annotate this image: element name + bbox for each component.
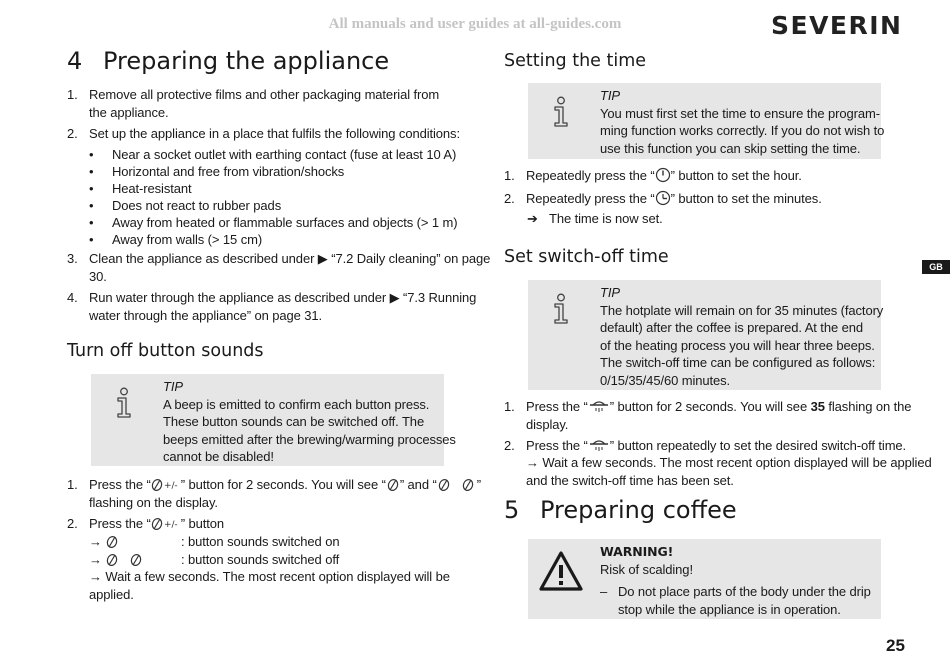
item-number: 2.	[504, 191, 515, 206]
tip-content	[600, 87, 885, 157]
tip-line: A beep is emitted to confirm each button press.	[163, 396, 430, 412]
item-text: Repeatedly press the “ ” button to set the minutes.	[526, 191, 822, 206]
subsection-heading: Turn off button sounds	[67, 341, 264, 361]
watermark-text: All manuals and user guides at all-guides.com	[328, 16, 622, 32]
warning-box	[528, 539, 881, 619]
bullet-item: • Away from heated or flammable surfaces and objects (> 1 m)	[89, 215, 458, 230]
section-5-heading	[504, 496, 737, 524]
tip-line: use this function you can skip setting the time.	[600, 140, 861, 156]
info-icon	[550, 96, 572, 128]
sound-button-icon	[151, 478, 181, 492]
tip-label: TIP	[600, 285, 620, 300]
svg-text:+/-: +/-	[163, 481, 178, 491]
tip-line: The hotplate will remain on for 35 minutes (factory	[600, 302, 884, 318]
page-number: 25	[886, 636, 905, 655]
sound-off-icon	[437, 478, 477, 492]
item-text: Remove all protective films and other packaging material from the appliance.	[89, 87, 440, 120]
tip-line: beeps emitted after the brewing/warming processes	[163, 431, 456, 447]
item-number: 1.	[67, 477, 78, 492]
item-text: Press the “ +/- ” button	[89, 516, 225, 531]
svg-text:+/-: +/-	[163, 520, 178, 530]
item-number: 2.	[67, 516, 78, 531]
warning-subtitle: Risk of scalding!	[600, 561, 693, 577]
item-text: Clean the appliance as described under ▶ “7.2 Daily cleaning” on page 30.	[89, 251, 491, 284]
language-tab: GB	[922, 260, 950, 274]
tip-line: 0/15/35/45/60 minutes.	[600, 372, 731, 388]
tip-line: default) after the coffee is prepared. At the end	[600, 320, 863, 335]
bullet-item: • Near a socket outlet with earthing contact (fuse at least 10 A)	[89, 147, 457, 162]
tip-content	[163, 378, 456, 466]
section-number: 5	[504, 496, 520, 524]
item-number: 4.	[67, 290, 78, 305]
hotplate-button-icon	[588, 400, 610, 414]
sound-on-icon	[386, 478, 400, 492]
item-text: Set up the appliance in a place that fulfils the following conditions:	[89, 126, 460, 141]
section-title: Preparing coffee	[540, 496, 737, 524]
sound-off-icon	[105, 553, 145, 567]
item-text: Press the “ ” button repeatedly to set the desired switch-off time.	[526, 438, 907, 453]
hotplate-button-icon	[588, 439, 610, 453]
tip-line: of the heating process you will hear three beeps.	[600, 337, 875, 353]
warning-content	[600, 543, 880, 618]
info-icon	[113, 387, 135, 419]
item-number: 1.	[67, 87, 78, 102]
bullet-item: • Does not react to rubber pads	[89, 198, 282, 213]
item-number: 1.	[504, 399, 515, 414]
item-number: 2.	[67, 126, 78, 141]
wait-note: → Wait a few seconds. The most recent option displayed will be applied and the switch-off time has been set.	[526, 455, 932, 488]
section-4-heading	[67, 47, 389, 75]
sound-on-row: → : button sounds switched on	[89, 534, 340, 549]
info-icon	[550, 293, 572, 325]
tip-box	[528, 280, 884, 390]
item-number: 3.	[67, 251, 78, 266]
bullet-list	[89, 146, 489, 248]
tip-content	[600, 284, 884, 389]
wait-note: → Wait a few seconds. The most recent option displayed will be applied.	[89, 569, 450, 602]
hour-button-icon	[655, 167, 671, 183]
section-title: Preparing the appliance	[103, 47, 390, 75]
bullet-item: • Away from walls (> 15 cm)	[89, 232, 263, 247]
item-text: Repeatedly press the “ ” button to set the hour.	[526, 168, 802, 183]
item-number: 1.	[504, 168, 515, 183]
sound-on-icon	[105, 535, 119, 549]
result-arrow-icon: ➔	[527, 211, 538, 226]
item-text: Press the “ ” button for 2 seconds. You will see 35 flashing on the display.	[526, 399, 912, 432]
minute-button-icon	[655, 190, 671, 206]
bullet-item: • Horizontal and free from vibration/shocks	[89, 164, 345, 179]
tip-line: cannot be disabled!	[163, 449, 274, 464]
sound-off-row: → : button sounds switched off	[89, 552, 340, 567]
tip-box	[528, 83, 885, 159]
tip-box	[91, 374, 456, 466]
bullet-item: • Heat-resistant	[89, 181, 192, 196]
item-text: Press the “ +/- ” button for 2 seconds. You will see “ ” and “ ” flashing on the display.	[89, 477, 481, 510]
tip-line: You must first set the time to ensure the program-	[600, 105, 880, 121]
tip-line: ming function works correctly. If you do not wish to	[600, 123, 885, 138]
warning-item: – Do not place parts of the body under the drip stop while the appliance is in operation.	[600, 584, 871, 617]
subsection-heading: Set switch-off time	[504, 247, 669, 267]
item-number: 2.	[504, 438, 515, 453]
sound-button-icon	[151, 517, 181, 531]
section-number: 4	[67, 47, 83, 75]
warning-triangle-icon	[538, 550, 584, 592]
subsection-heading: Setting the time	[504, 51, 647, 71]
tip-label: TIP	[600, 88, 620, 103]
tip-line: These button sounds can be switched off. The	[163, 414, 425, 429]
tip-label: TIP	[163, 379, 183, 394]
warning-title: WARNING!	[600, 544, 674, 559]
brand-logo: SEVERIN	[771, 11, 903, 40]
tip-line: The switch-off time can be configured as follows:	[600, 355, 876, 370]
result-line: ➔ The time is now set.	[527, 211, 663, 226]
item-text: Run water through the appliance as described under ▶ “7.3 Running water through the appliance” on page 31.	[89, 290, 477, 323]
